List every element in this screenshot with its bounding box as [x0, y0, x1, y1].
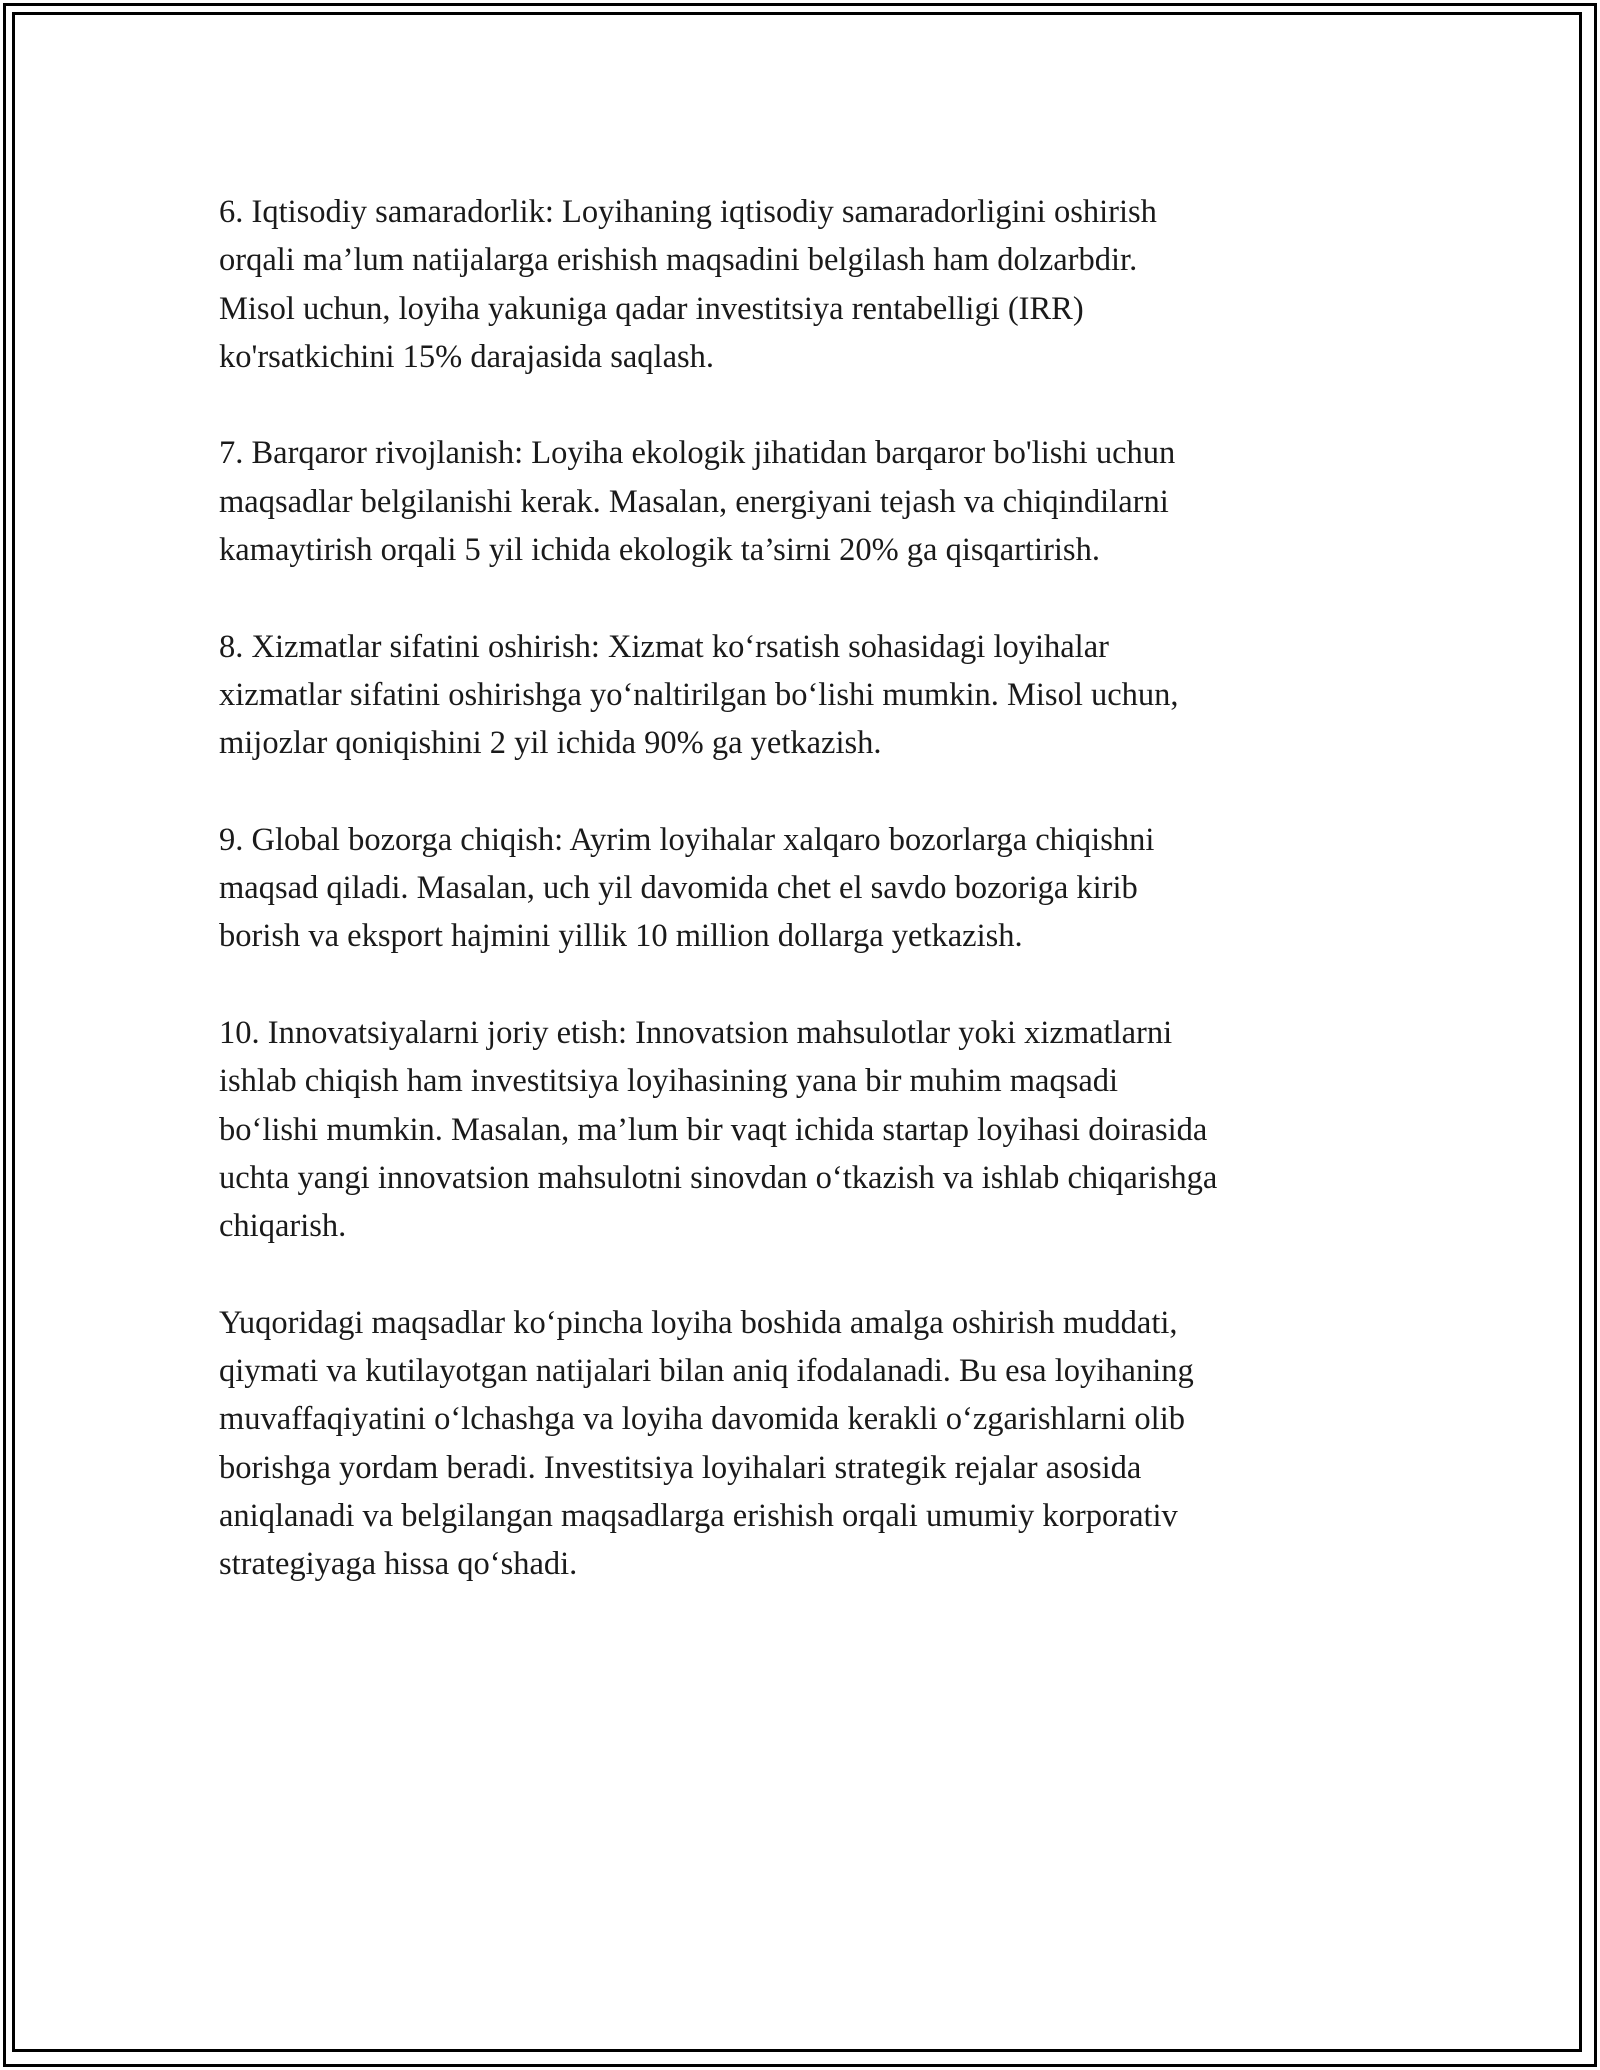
document-body [219, 188, 1389, 1637]
paragraph-global-market: 9. Global bozorga chiqish: Ayrim loyihalar xalqaro bozorlarga chiqishni maqsad qiladi. Masalan, uch yil davomida chet el savdo bozoriga kirib borish va eksport hajmini yillik 10 million dollarga yetkazish. [219, 821, 1155, 955]
paragraph-service-quality: 8. Xizmatlar sifatini oshirish: Xizmat ko‘rsatish sohasidagi loyihalar xizmatlar sifatini oshirishga yo‘naltirilgan bo‘lishi mumkin. Misol uchun, mijozlar qoniqishini 2 yil ichida 90% ga yetkazish. [219, 628, 1179, 762]
paragraph-economic-efficiency: 6. Iqtisodiy samaradorlik: Loyihaning iqtisodiy samaradorligini oshirish orqali ma’lum natijalarga erishish maqsadini belgilash ham dolzarbdir. Misol uchun, loyiha yakuniga qadar investitsiya rentabelligi (IRR) ko'rsatkichini 15% darajasida saqlash. [219, 194, 1157, 375]
paragraph-conclusion: Yuqoridagi maqsadlar ko‘pincha loyiha boshida amalga oshirish muddati, qiymati va kutilayotgan natijalari bilan aniq ifodalanadi. Bu esa loyihaning muvaffaqiyatini o‘lchashga va loyiha davomida kerakli o‘zgarishlarni olib borishga yordam beradi. Investitsiya loyihalari strategik rejalar asosida aniqlanadi va belgilangan maqsadlarga erishish orqali umumiy korporativ strategiyaga hissa qo‘shadi. [219, 1304, 1194, 1583]
paragraph-sustainable-development: 7. Barqaror rivojlanish: Loyiha ekologik jihatidan barqaror bo'lishi uchun maqsadlar belgilanishi kerak. Masalan, energiyani tejash va chiqindilarni kamaytirish orqali 5 yil ichida ekologik ta’sirni 20% ga qisqartirish. [219, 435, 1176, 569]
paragraph-innovation: 10. Innovatsiyalarni joriy etish: Innovatsion mahsulotlar yoki xizmatlarni ishlab chiqish ham investitsiya loyihasining yana bir muhim maqsadi bo‘lishi mumkin. Masalan, ma’lum bir vaqt ichida startap loyihasi doirasida uchta yangi innovatsion mahsulotni sinovdan o‘tkazish va ishlab chiqarishga chiqarish. [219, 1015, 1218, 1245]
